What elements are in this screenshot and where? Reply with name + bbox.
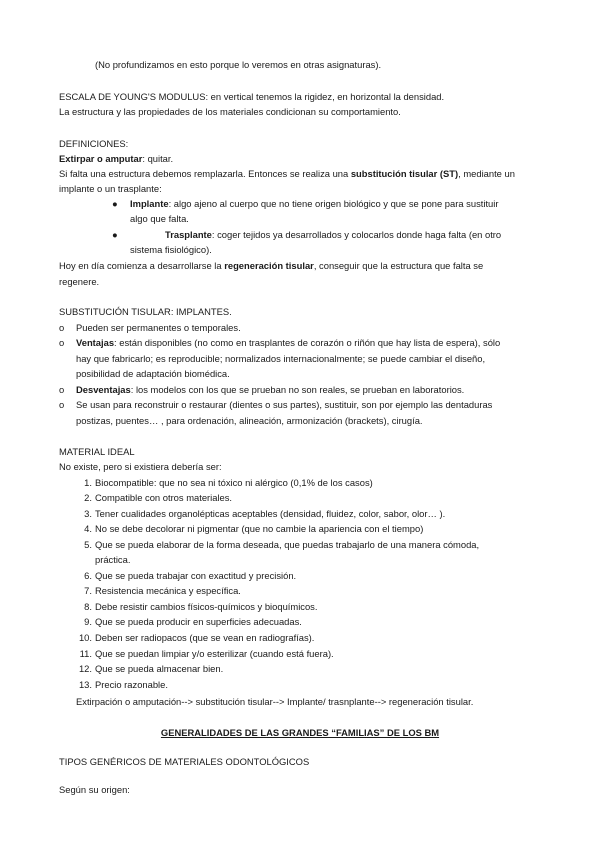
regen-post: , conseguir que la estructura que falta se: [313, 260, 484, 271]
ventajas-line: [76, 337, 500, 349]
list-item: Tener cualidades organolépticas aceptables (densidad, fluidez, color, sabor, olor… ).: [95, 508, 446, 519]
list-item: Precio razonable.: [95, 679, 168, 690]
segun-origen: Según su origen:: [59, 784, 130, 795]
list-item: Que se puedan limpiar y/o esterilizar (cuando está fuera).: [95, 648, 334, 659]
list-item: Que se pueda almacenar bien.: [95, 663, 224, 674]
ventajas-def: : están disponibles (no como en trasplantes de corazón o riñón que hay lista de espera), sólo: [114, 337, 501, 348]
trasplante-line: [165, 229, 501, 241]
regen-pre: Hoy en día comienza a desarrollarse la: [59, 260, 225, 271]
extirpar-line: [59, 153, 173, 165]
list-item: Que se pueda producir en superficies adecuadas.: [95, 616, 302, 627]
sustitucion-heading: SUBSTITUCIÓN TISULAR: IMPLANTES.: [59, 306, 232, 317]
sustitucion-line: [59, 168, 515, 180]
implantes-item-4: Se usan para reconstruir o restaurar (dientes o sus partes), sustituir, son por ejemplo las dentaduras: [76, 399, 493, 410]
material-ideal-heading: MATERIAL IDEAL: [59, 446, 135, 457]
list-marker: o: [59, 384, 65, 395]
list-number: 6.: [84, 570, 92, 581]
list-number: 2.: [84, 492, 92, 503]
list-marker: o: [59, 337, 65, 348]
trasplante-term: Trasplante: [165, 229, 212, 240]
list-item: Biocompatible: que no sea ni tóxico ni alérgico (0,1% de los casos): [95, 477, 373, 488]
ventajas-line-3: posibilidad de adaptación biomédica.: [76, 368, 230, 379]
regeneracion-line: [59, 260, 483, 272]
list-number: 7.: [84, 585, 92, 596]
list-number: 10.: [78, 632, 92, 643]
list-item: Resistencia mecánica y específica.: [95, 585, 241, 596]
list-item-continuation: práctica.: [95, 554, 131, 565]
desventajas-line: [76, 384, 464, 396]
implantes-item-1: Pueden ser permanentes o temporales.: [76, 322, 241, 333]
list-item: Compatible con otros materiales.: [95, 492, 233, 503]
trasplante-def: : coger tejidos ya desarrollados y colocarlos donde haga falta (en otro: [211, 229, 502, 240]
implante-def: : algo ajeno al cuerpo que no tiene origen biológico y que se pone para sustituir: [168, 198, 499, 209]
young-line-1: ESCALA DE YOUNG'S MODULUS: en vertical tenemos la rigidez, en horizontal la densidad.: [59, 91, 445, 102]
bullet-icon: ●: [112, 198, 118, 209]
list-number: 4.: [84, 523, 92, 534]
list-item: No se debe decolorar ni pigmentar (que no cambie la apariencia con el tiempo): [95, 523, 424, 534]
implante-line: [130, 198, 498, 210]
generalidades-title: GENERALIDADES DE LAS GRANDES “FAMILIAS” DE LOS BM: [160, 727, 440, 738]
sust-post: , mediante un: [458, 168, 515, 179]
list-item: Debe resistir cambios físicos-químicos y bioquímicos.: [95, 601, 318, 612]
bullet-icon: ●: [112, 229, 118, 240]
sust-pre: Si falta una estructura debemos remplazarla. Entonces se realiza una: [59, 168, 351, 179]
material-ideal-intro: No existe, pero si existiera debería ser:: [59, 461, 222, 472]
list-number: 1.: [84, 477, 92, 488]
implante-term: Implante: [130, 198, 169, 209]
list-number: 11.: [79, 648, 92, 659]
desventajas-term: Desventajas: [76, 384, 131, 395]
implante-line-2: algo que falta.: [130, 213, 189, 224]
list-number: 12.: [78, 663, 92, 674]
list-number: 13.: [78, 679, 92, 690]
list-item: Que se pueda trabajar con exactitud y precisión.: [95, 570, 297, 581]
young-line-2: La estructura y las propiedades de los materiales condicionan su comportamiento.: [59, 106, 401, 117]
summary-line: Extirpación o amputación--> substitución tisular--> Implante/ trasnplante--> regeneración tisular.: [76, 696, 474, 707]
regen-term: regeneración tisular: [224, 260, 314, 271]
list-marker: o: [59, 399, 65, 410]
intro-note: (No profundizamos en esto porque lo veremos en otras asignaturas).: [95, 59, 382, 70]
list-number: 3.: [84, 508, 92, 519]
definiciones-heading: DEFINICIONES:: [59, 138, 129, 149]
list-number: 9.: [84, 616, 92, 627]
list-item: Deben ser radiopacos (que se vean en radiografías).: [95, 632, 315, 643]
implantes-item-4-line-2: postizas, puentes… , para ordenación, alineación, armonización (brackets), cirugía.: [76, 415, 423, 426]
list-number: 5.: [84, 539, 92, 550]
regeneracion-line-2: regenere.: [59, 276, 100, 287]
extirpar-term: Extirpar o amputar: [59, 153, 143, 164]
ventajas-line-2: hay que fabricarlo; es reproducible; normalizados internacionalmente; se puede cambiar el diseño,: [76, 353, 486, 364]
sust-term: substitución tisular (ST): [350, 168, 459, 179]
list-item: Que se pueda elaborar de la forma deseada, que puedas trabajarlo de una manera cómoda,: [95, 539, 480, 550]
desventajas-def: : los modelos con los que se prueban no son reales, se prueban en laboratorios.: [130, 384, 465, 395]
extirpar-def: : quitar.: [142, 153, 174, 164]
tipos-heading: TIPOS GENÉRICOS DE MATERIALES ODONTOLÓGICOS: [59, 756, 310, 767]
list-marker: o: [59, 322, 65, 333]
ventajas-term: Ventajas: [76, 337, 115, 348]
trasplante-line-2: sistema fisiológico).: [130, 244, 212, 255]
list-number: 8.: [84, 601, 92, 612]
sust-line-2: implante o un trasplante:: [59, 183, 162, 194]
